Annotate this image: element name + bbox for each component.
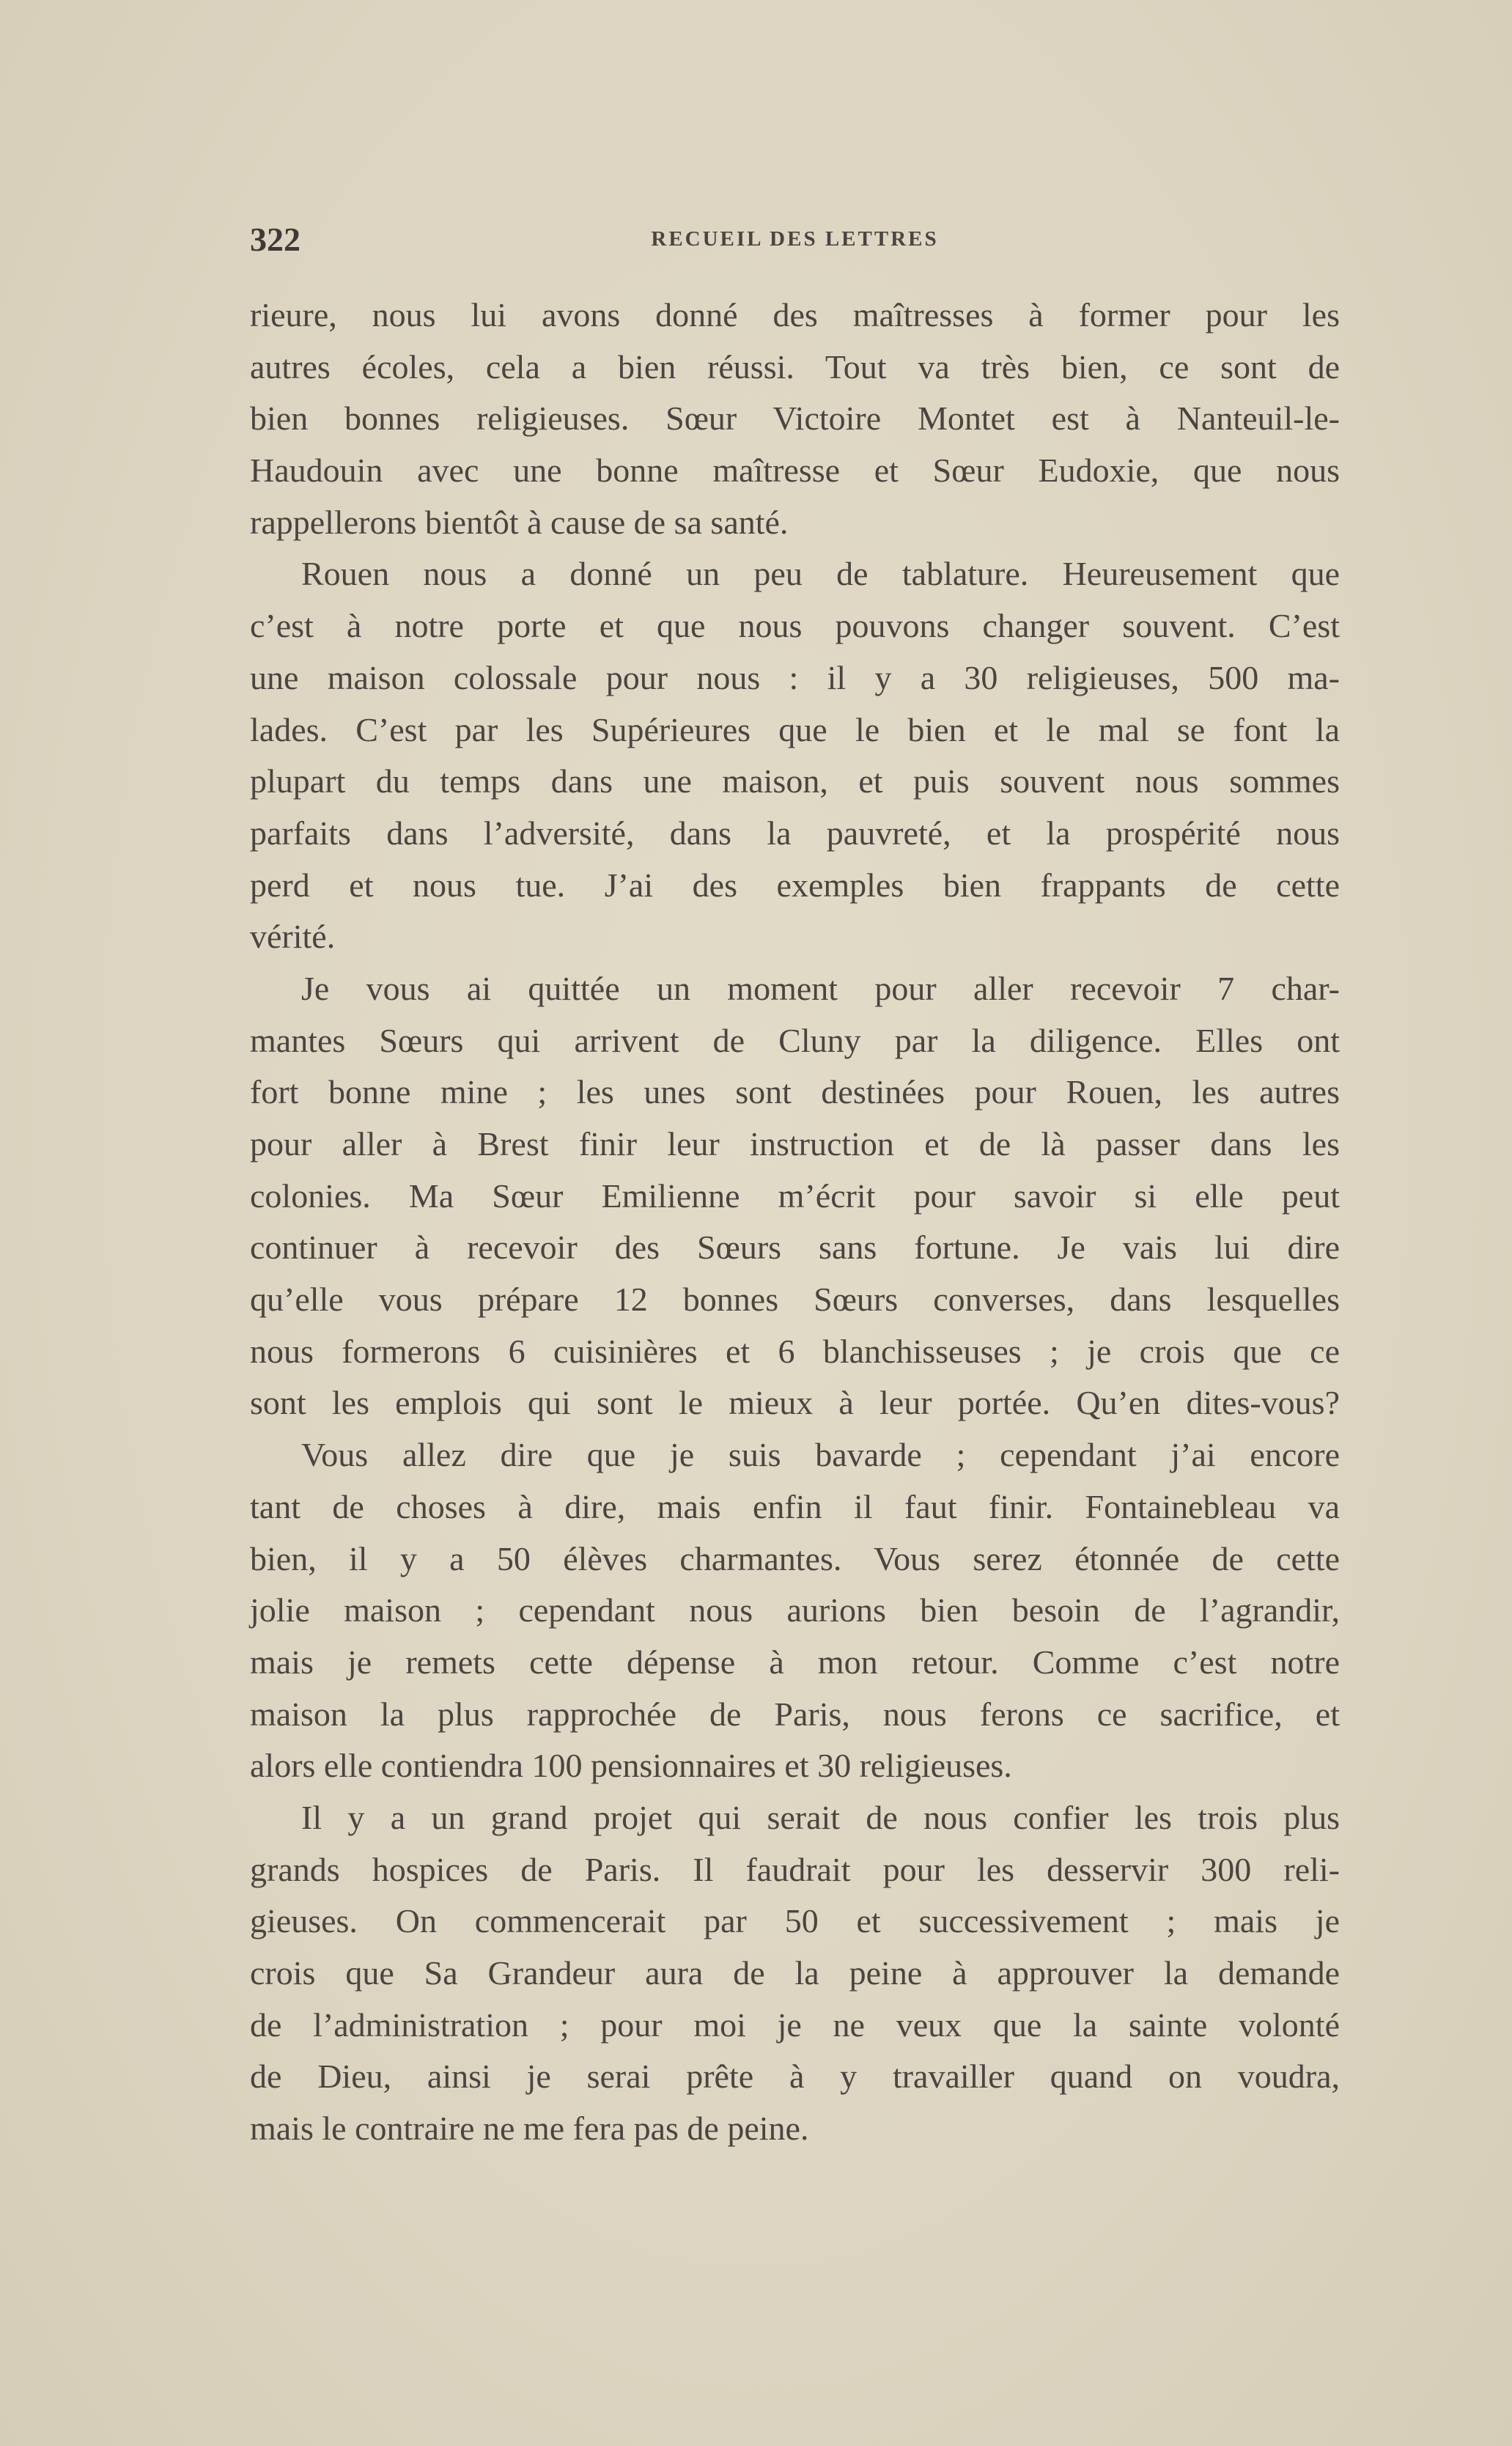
text-line: de l’administration ; pour moi je ne veux que la sainte volonté bbox=[250, 2005, 1340, 2044]
text-line: Il y a un grand projet qui serait de nous confier les trois plus bbox=[301, 1798, 1340, 1836]
page-number: 322 bbox=[250, 221, 300, 258]
text-line: rappellerons bientôt à cause de sa santé. bbox=[250, 503, 789, 541]
text-line: plupart du temps dans une maison, et puis souvent nous sommes bbox=[250, 762, 1340, 800]
text-line: bien bonnes religieuses. Sœur Victoire Montet est à Nanteuil-le- bbox=[250, 399, 1340, 438]
text-line: jolie maison ; cependant nous aurions bien besoin de l’agrandir, bbox=[250, 1591, 1340, 1629]
text-line: une maison colossale pour nous : il y a 30 religieuses, 500 ma- bbox=[250, 658, 1340, 696]
text-line: mantes Sœurs qui arrivent de Cluny par la diligence. Elles ont bbox=[250, 1021, 1340, 1059]
text-line: pour aller à Brest finir leur instruction et de là passer dans les bbox=[250, 1125, 1340, 1163]
text-line: continuer à recevoir des Sœurs sans fortune. Je vais lui dire bbox=[250, 1228, 1340, 1267]
text-line: qu’elle vous prépare 12 bonnes Sœurs converses, dans lesquelles bbox=[250, 1281, 1340, 1319]
text-line: Vous allez dire que je suis bavarde ; cependant j’ai encore bbox=[301, 1436, 1340, 1474]
text-line: alors elle contiendra 100 pensionnaires et 30 religieuses. bbox=[250, 1747, 1012, 1785]
text-line: nous formerons 6 cuisinières et 6 blanchisseuses ; je crois que ce bbox=[250, 1332, 1340, 1370]
text-line: c’est à notre porte et que nous pouvons changer souvent. C’est bbox=[250, 607, 1340, 645]
text-line: crois que Sa Grandeur aura de la peine à approuver la demande bbox=[250, 1954, 1340, 1992]
text-line: Je vous ai quittée un moment pour aller recevoir 7 char- bbox=[301, 969, 1340, 1007]
text-line: lades. C’est par les Supérieures que le bien et le mal se font la bbox=[250, 710, 1340, 748]
body-text bbox=[250, 290, 1340, 2155]
text-line: maison la plus rapprochée de Paris, nous ferons ce sacrifice, et bbox=[250, 1695, 1340, 1733]
text-line: colonies. Ma Sœur Emilienne m’écrit pour savoir si elle peut bbox=[250, 1176, 1340, 1215]
text-line: sont les emplois qui sont le mieux à leur portée. Qu’en dites-vous? bbox=[250, 1384, 1340, 1422]
text-line: mais le contraire ne me fera pas de peine. bbox=[250, 2110, 809, 2148]
text-line: Rouen nous a donné un peu de tablature. Heureusement que bbox=[301, 555, 1340, 593]
text-line: gieuses. On commencerait par 50 et successivement ; mais je bbox=[250, 1902, 1340, 1940]
text-line: rieure, nous lui avons donné des maîtresses à former pour les bbox=[250, 296, 1340, 334]
text-line: vérité. bbox=[250, 918, 336, 956]
text-line: bien, il y a 50 élèves charmantes. Vous serez étonnée de cette bbox=[250, 1539, 1340, 1577]
text-line: parfaits dans l’adversité, dans la pauvreté, et la prospérité nous bbox=[250, 814, 1340, 852]
page-header bbox=[250, 220, 1340, 257]
text-line: tant de choses à dire, mais enfin il faut finir. Fontainebleau va bbox=[250, 1487, 1340, 1525]
text-line: mais je remets cette dépense à mon retour. Comme c’est notre bbox=[250, 1643, 1340, 1681]
text-line: perd et nous tue. J’ai des exemples bien frappants de cette bbox=[250, 866, 1340, 904]
text-line: autres écoles, cela a bien réussi. Tout va très bien, ce sont de bbox=[250, 347, 1340, 386]
text-line: fort bonne mine ; les unes sont destinées pour Rouen, les autres bbox=[250, 1073, 1340, 1111]
text-line: de Dieu, ainsi je serai prête à y travailler quand on voudra, bbox=[250, 2058, 1340, 2096]
running-title: RECUEIL DES LETTRES bbox=[651, 227, 939, 251]
text-line: grands hospices de Paris. Il faudrait pour les desservir 300 reli- bbox=[250, 1850, 1340, 1888]
text-line: Haudouin avec une bonne maîtresse et Sœur Eudoxie, que nous bbox=[250, 452, 1340, 490]
